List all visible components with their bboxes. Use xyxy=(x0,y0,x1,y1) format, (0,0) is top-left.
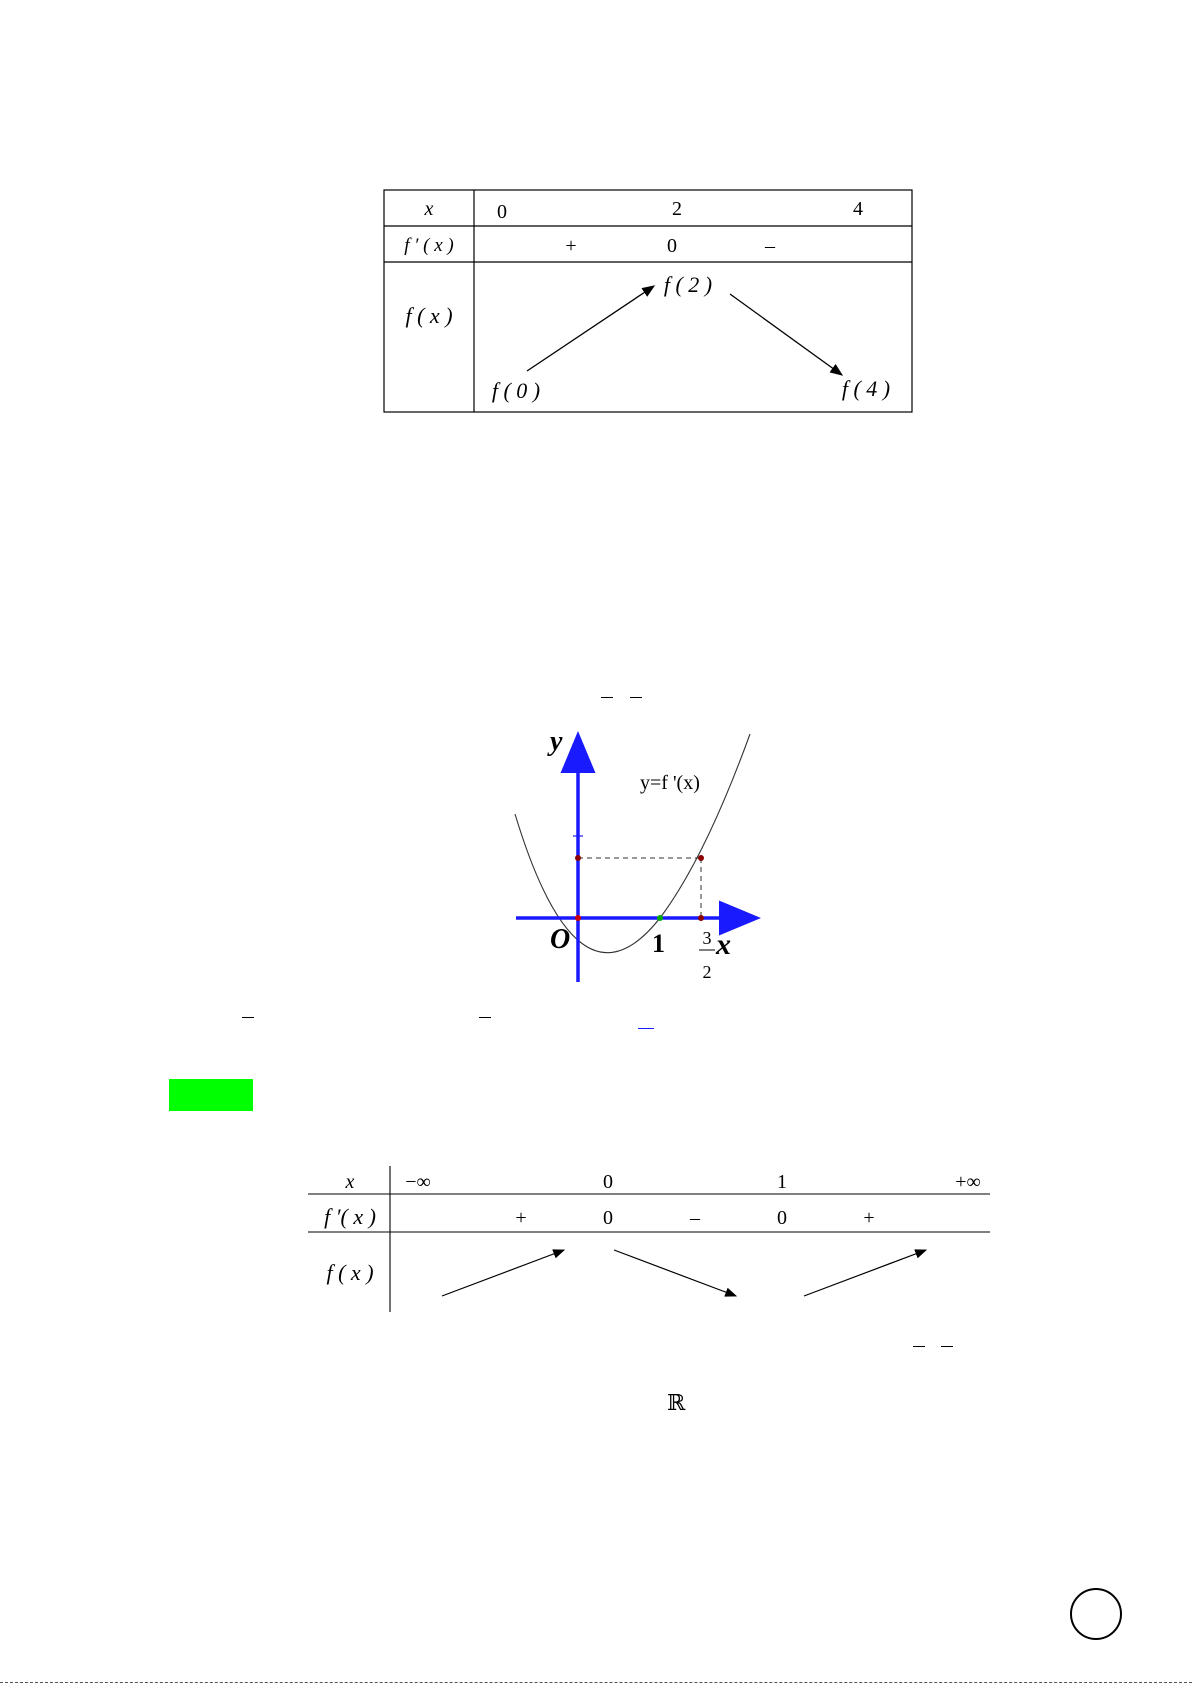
tick-frac-numerator: 3 xyxy=(702,928,712,948)
table-2-label-derivative: f ′( x ) xyxy=(324,1204,376,1229)
table-2-sign: 0 xyxy=(777,1207,787,1229)
fraction-bar xyxy=(941,1346,953,1347)
table-2-sign: 0 xyxy=(603,1207,613,1229)
reals-symbol: ℝ xyxy=(667,1390,686,1415)
table-2-label-x: x xyxy=(345,1171,355,1193)
table-2-label-function: f ( x ) xyxy=(326,1260,374,1285)
table-1-label-function: f ( x ) xyxy=(405,303,453,328)
answer-highlight xyxy=(169,1079,253,1111)
table-1-sign: – xyxy=(765,235,775,257)
table-2-sign: + xyxy=(515,1207,527,1229)
table-1-x-value: 0 xyxy=(497,201,507,223)
table-2-sign: + xyxy=(863,1207,875,1229)
table-1-label-x: x xyxy=(424,198,434,220)
increasing-arrow xyxy=(527,286,654,371)
table-1-value-max: f ( 2 ) xyxy=(663,272,713,297)
fraction-bar xyxy=(630,697,642,698)
table-2-x-value: +∞ xyxy=(955,1171,981,1193)
variation-table-1 xyxy=(380,188,916,416)
table-1-x-value: 4 xyxy=(853,198,863,220)
y-axis-point xyxy=(575,855,581,861)
table-1-x-value: 2 xyxy=(672,198,682,220)
table-1-sign: + xyxy=(565,235,577,257)
fraction-bar xyxy=(242,1017,254,1018)
derivative-graph xyxy=(510,728,770,988)
fraction-bar xyxy=(601,697,613,698)
tick-frac-denominator: 2 xyxy=(702,962,712,982)
increasing-arrow xyxy=(442,1250,564,1296)
x-axis-label: x xyxy=(716,928,731,961)
table-2-x-value: 0 xyxy=(603,1171,613,1193)
derivative-curve xyxy=(515,734,750,953)
table-1-label-derivative: f ′ ( x ) xyxy=(404,235,454,256)
fraction-bar xyxy=(913,1346,925,1347)
table-1-sign: 0 xyxy=(667,235,677,257)
table-1-value-left: f ( 0 ) xyxy=(491,378,541,403)
table-1-border xyxy=(384,190,912,412)
origin-point xyxy=(575,915,581,921)
variation-table-2 xyxy=(308,1164,992,1314)
table-2-x-value: −∞ xyxy=(405,1171,431,1193)
curve-label: y=f '(x) xyxy=(640,772,700,794)
point-three-halves xyxy=(698,915,704,921)
y-axis-label: y xyxy=(550,728,563,757)
fraction-bar-link xyxy=(638,1028,654,1029)
tick-label-1: 1 xyxy=(652,929,665,958)
table-2-sign: – xyxy=(690,1207,700,1229)
page-number-circle xyxy=(1070,1588,1122,1640)
origin-label: O xyxy=(550,924,571,955)
decreasing-arrow xyxy=(730,294,842,375)
page-bottom-rule xyxy=(0,1682,1192,1683)
table-1-value-right: f ( 4 ) xyxy=(841,376,891,401)
root-point xyxy=(657,915,663,921)
increasing-arrow xyxy=(804,1250,926,1296)
curve-point xyxy=(698,855,704,861)
table-2-x-value: 1 xyxy=(777,1171,787,1193)
decreasing-arrow xyxy=(614,1250,736,1296)
fraction-bar xyxy=(479,1017,491,1018)
